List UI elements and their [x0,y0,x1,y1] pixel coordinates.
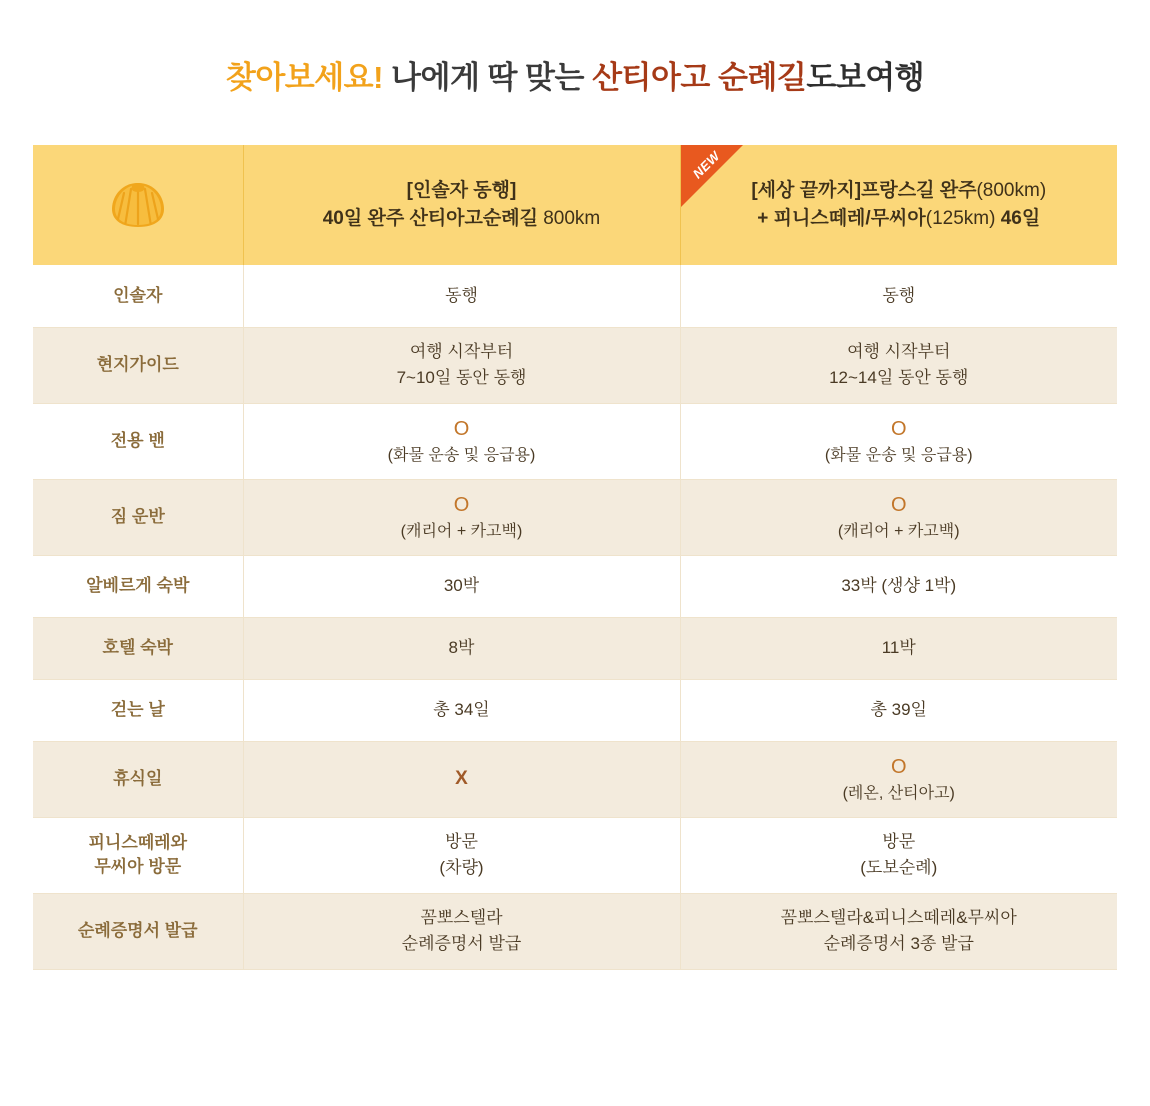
table-header-row [33,145,1117,265]
row-2-plan-a [243,403,680,479]
table-row [33,617,1117,679]
row-5-plan-a-line1: 8박 [448,637,475,657]
row-3-plan-a-note: (캐리어 + 카고백) [400,522,523,540]
table-row [33,893,1117,969]
row-4-plan-b [680,555,1117,617]
row-3-plan-b-note: (캐리어 + 카고백) [837,522,960,540]
header-icon-cell [33,145,243,265]
row-8-plan-a-line1: 방문 [445,831,478,851]
table-row [33,403,1117,479]
row-1-plan-a-line2: 7~10일 동안 동행 [396,368,527,387]
row-3-plan-b [680,479,1117,555]
row-7-plan-b-note: (레온, 산티아고) [842,784,955,802]
header-plan-b-line2 [681,205,1118,233]
row-2-plan-a-note: (화물 운송 및 응급용) [387,446,536,464]
header-plan-a-line2-bold: 40일 완주 산티아고순례길 [322,208,538,229]
header-plan-b-bracket: [세상 끝까지] [751,180,862,202]
row-label-hotel: 호텔 숙박 [33,617,243,679]
row-8-label-line1: 피니스떼레와 [88,833,188,853]
table-row [33,555,1117,617]
comparison-table [33,145,1117,970]
row-label-certificate: 순례증명서 발급 [33,893,243,969]
header-plan-a-line2-normal: 800km [537,208,601,229]
row-2-plan-b-note: (화물 운송 및 응급용) [824,446,973,464]
row-5-plan-b [680,617,1117,679]
row-7-plan-a [243,741,680,817]
row-7-plan-b-mark: O [890,755,907,778]
header-plan-b-line1 [681,177,1118,205]
title-part-3: 산티아고 순례길 [592,60,807,95]
row-1-plan-a [243,327,680,403]
row-0-plan-a [243,265,680,327]
page-title [0,0,1150,97]
row-8-plan-b [680,817,1117,893]
row-1-plan-b-line2: 12~14일 동안 동행 [829,368,969,387]
row-0-plan-b-line1: 동행 [882,285,916,305]
table-row [33,479,1117,555]
scallop-shell-icon [111,181,165,229]
row-9-plan-a-line1: 꼼뽀스텔라 [420,907,503,927]
header-plan-a [243,145,680,265]
row-8-plan-a-line2: (차량) [439,858,484,877]
row-7-plan-a-mark: X [455,768,468,790]
row-label-luggage: 짐 운반 [33,479,243,555]
title-part-1: 찾아보세요! [225,60,383,95]
row-9-plan-b-line1: 꼼뽀스텔라&피니스떼레&무씨아 [780,907,1017,927]
header-plan-b [680,145,1117,265]
row-9-plan-a [243,893,680,969]
header-plan-a-line2 [244,205,680,233]
row-6-plan-a [243,679,680,741]
row-1-plan-b [680,327,1117,403]
row-label-finisterre-muxia [33,817,243,893]
new-badge-label: NEW [689,148,723,182]
row-9-plan-b-line2: 순례증명서 3종 발급 [823,934,974,953]
row-8-plan-b-line2: (도보순례) [860,858,938,877]
row-9-plan-a-line2: 순례증명서 발급 [401,934,522,953]
row-6-plan-b [680,679,1117,741]
header-plan-a-line1: [인솔자 동행] [406,180,517,202]
row-2-plan-a-mark: O [453,417,470,440]
row-label-walking-days: 걷는 날 [33,679,243,741]
header-plan-b-line2-bold2: 46일 [1000,208,1041,229]
row-4-plan-a [243,555,680,617]
row-3-plan-a-mark: O [453,493,470,516]
header-plan-b-line2-normal: (125km) [925,208,1001,229]
row-5-plan-b-line1: 11박 [881,637,916,657]
row-1-plan-b-line1: 여행 시작부터 [847,341,951,361]
row-1-plan-a-line1: 여행 시작부터 [409,341,514,361]
header-plan-b-line1-bold: 프랑스길 완주 [861,180,977,202]
header-plan-b-line2-bold: + 피니스떼레/무씨아 [757,208,926,229]
row-4-plan-b-line1: 33박 (생샹 1박) [841,575,957,595]
table-row [33,265,1117,327]
row-8-label-line2: 무씨아 방문 [94,857,182,876]
row-label-private-van: 전용 밴 [33,403,243,479]
row-6-plan-a-line1: 총 34일 [433,699,490,719]
row-2-plan-b-mark: O [890,417,907,440]
row-0-plan-a-line1: 동행 [445,285,478,305]
row-8-plan-a [243,817,680,893]
row-label-albergue: 알베르게 숙박 [33,555,243,617]
row-3-plan-a [243,479,680,555]
table-row [33,679,1117,741]
row-9-plan-b [680,893,1117,969]
table-row [33,817,1117,893]
row-label-local-guide: 현지가이드 [33,327,243,403]
row-label-rest-day: 휴식일 [33,741,243,817]
row-3-plan-b-mark: O [890,493,907,516]
row-2-plan-b [680,403,1117,479]
row-8-plan-b-line1: 방문 [882,831,916,851]
row-7-plan-b [680,741,1117,817]
row-5-plan-a [243,617,680,679]
header-plan-b-line1-normal: (800km) [976,180,1047,202]
title-part-4: 도보여행 [806,60,925,95]
row-4-plan-a-line1: 30박 [443,575,480,595]
row-label-insolja: 인솔자 [33,265,243,327]
row-6-plan-b-line1: 총 39일 [870,699,927,719]
table-row [33,327,1117,403]
row-0-plan-b [680,265,1117,327]
table-row [33,741,1117,817]
title-part-2: 나에게 딱 맞는 [382,60,593,95]
